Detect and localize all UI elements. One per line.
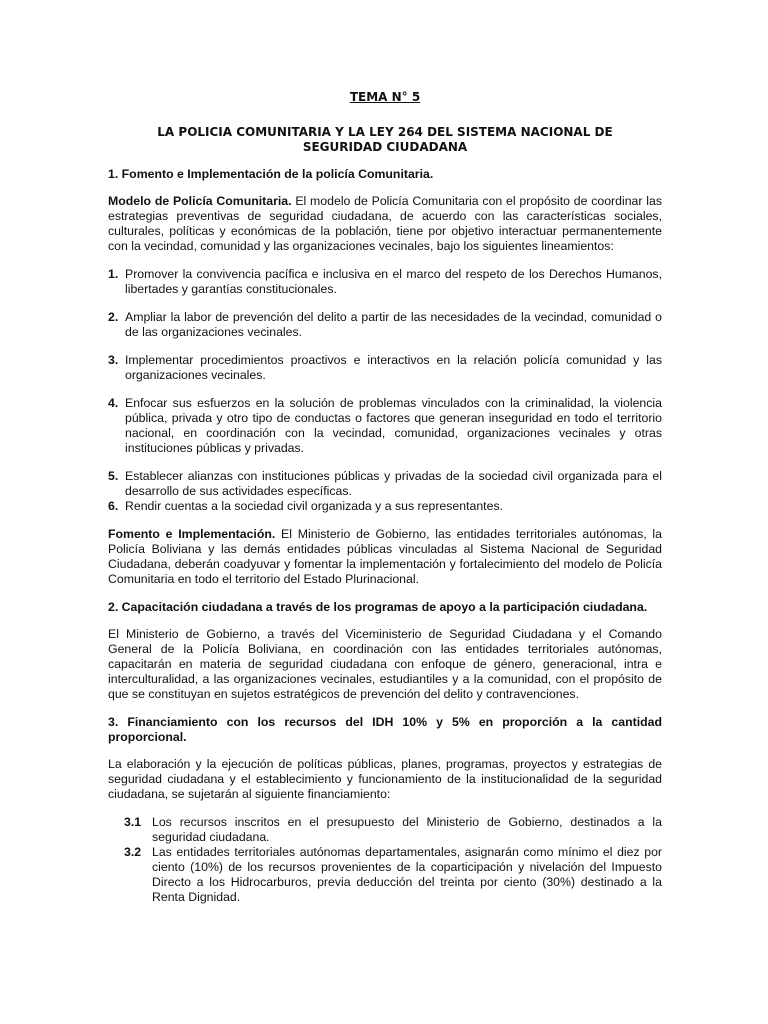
list-item-number: 2.	[108, 310, 119, 324]
financing-item	[124, 845, 662, 905]
financing-item-text: Las entidades territoriales autónomas departamentales, asignarán como mínimo el diez por ciento (10%) de los recursos provenientes de la coparticipación y nivelación del Impuesto Directo a los Hidrocarburos, previa deducción del treinta por ciento (30%) destinado a la Renta Dignidad.	[152, 845, 662, 904]
model-lead: Modelo de Policía Comunitaria.	[108, 194, 292, 208]
fomento-paragraph	[108, 527, 662, 587]
guidelines-list	[108, 267, 662, 514]
fomento-text: El Ministerio de Gobierno, las entidades territoriales autónomas, la Policía Boliviana y las demás entidades públicas vinculadas al Sistema Nacional de Seguridad Ciudadana, deberán coadyuvar y fomentar la implementación y fortalecimiento del modelo de Policía Comunitaria en todo el territorio del Estado Plurinacional.	[108, 527, 662, 586]
section-2-heading: 2. Capacitación ciudadana a través de los programas de apoyo a la participación ciudadana.	[108, 600, 648, 614]
section-3-heading: 3. Financiamiento con los recursos del IDH 10% y 5% en proporción a la cantidad proporcional.	[108, 715, 662, 744]
model-paragraph	[108, 194, 662, 254]
section-3-paragraph: La elaboración y la ejecución de políticas públicas, planes, programas, proyectos y estrategias de seguridad ciudadana y el establecimiento y funcionamiento de la institucionalidad de la seguridad ciudadana, se sujetarán al siguiente financiamiento:	[108, 757, 662, 801]
list-item-text: Enfocar sus esfuerzos en la solución de problemas vinculados con la criminalidad, la violencia pública, privada y otro tipo de conductas o factores que generan inseguridad en todo el territorio nacional, en coordinación con la vecindad, comunidad, organizaciones vecinales y otras instituciones públicas y privadas.	[125, 396, 662, 455]
list-item-number: 1.	[108, 267, 119, 281]
financing-item	[124, 815, 662, 845]
list-item-number: 3.	[108, 353, 119, 367]
list-item	[108, 499, 662, 514]
list-item-number: 4.	[108, 396, 119, 410]
financing-item-number: 3.2	[124, 845, 142, 859]
financing-item-number: 3.1	[124, 815, 142, 829]
list-item	[108, 353, 662, 383]
subtitle-line-2: SEGURIDAD CIUDADANA	[302, 140, 468, 154]
list-item-number: 6.	[108, 499, 119, 513]
list-item	[108, 396, 662, 456]
financing-item-text: Los recursos inscritos en el presupuesto del Ministerio de Gobierno, destinados a la seguridad ciudadana.	[152, 815, 662, 844]
document-subtitle	[108, 125, 662, 155]
model-text: El modelo de Policía Comunitaria con el propósito de coordinar las estrategias preventivas de seguridad ciudadana, de acuerdo con las características sociales, culturales, políticas y económicas de la población, tiene por objetivo interactuar permanentemente con la vecindad, comunidad y las organizaciones vecinales, bajo los siguientes lineamientos:	[108, 194, 662, 253]
list-item-text: Rendir cuentas a la sociedad civil organizada y a sus representantes.	[125, 499, 504, 513]
fomento-lead: Fomento e Implementación.	[108, 527, 276, 541]
list-item-text: Establecer alianzas con instituciones públicas y privadas de la sociedad civil organizada para el desarrollo de sus actividades específicas.	[125, 469, 662, 498]
list-item	[108, 267, 662, 297]
financing-list	[124, 815, 662, 905]
list-item-text: Ampliar la labor de prevención del delito a partir de las necesidades de la vecindad, comunidad o de las organizaciones vecinales.	[125, 310, 662, 339]
list-item-text: Promover la convivencia pacífica e inclusiva en el marco del respeto de los Derechos Humanos, libertades y garantías constitucionales.	[125, 267, 662, 296]
subtitle-line-1: LA POLICIA COMUNITARIA Y LA LEY 264 DEL SISTEMA NACIONAL DE	[157, 125, 613, 139]
list-item	[108, 469, 662, 499]
section-1-heading: 1. Fomento e Implementación de la policía Comunitaria.	[108, 167, 434, 181]
list-item	[108, 310, 662, 340]
section-2-paragraph: El Ministerio de Gobierno, a través del Viceministerio de Seguridad Ciudadana y el Comando General de la Policía Boliviana, en coordinación con las entidades territoriales autónomas, capacitarán en materia de seguridad ciudadana con enfoque de género, generacional, intra e interculturalidad, a las organizaciones vecinales, estudiantiles y a la comunidad, con el propósito de que se constituyan en sujetos estratégicos de prevención del delito y contravenciones.	[108, 627, 662, 701]
list-item-text: Implementar procedimientos proactivos e interactivos en la relación policía comunidad y las organizaciones vecinales.	[125, 353, 662, 382]
list-item-number: 5.	[108, 469, 119, 483]
document-title: TEMA N° 5	[349, 90, 421, 104]
